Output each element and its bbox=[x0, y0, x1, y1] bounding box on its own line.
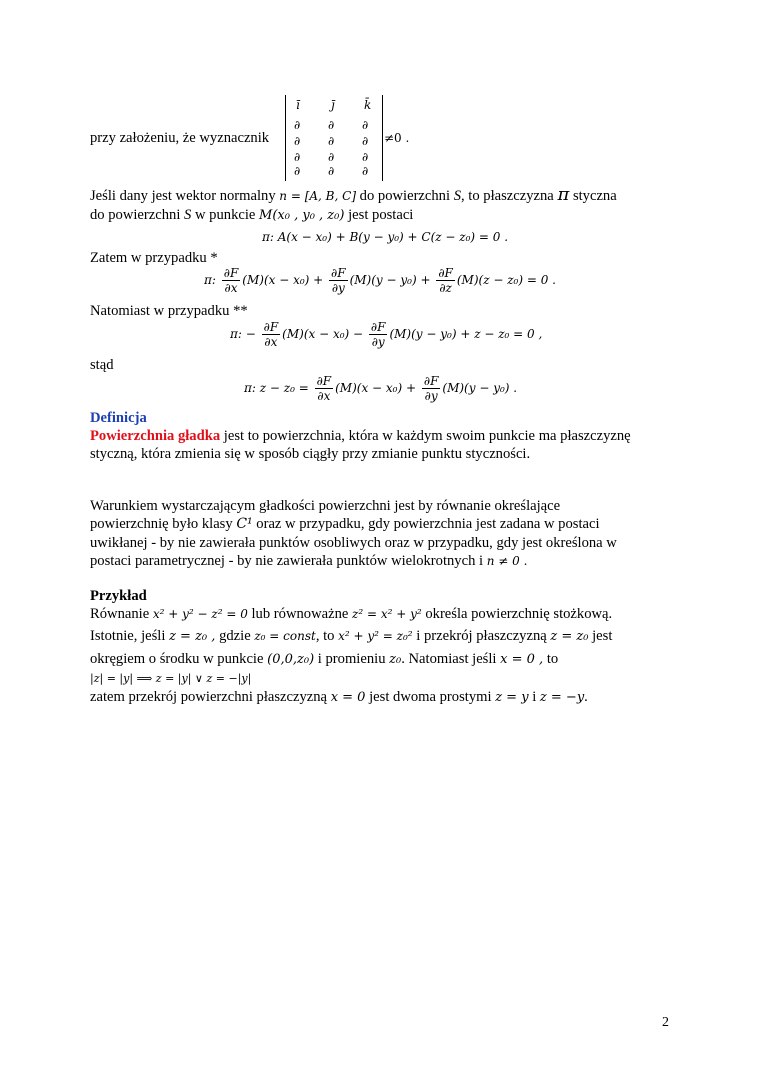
det-neq: ≠0 . bbox=[384, 131, 410, 145]
eq-prefix: π: bbox=[204, 273, 216, 287]
eq-part: (M)(x − x₀) + bbox=[242, 273, 324, 287]
math: z₀ bbox=[389, 652, 402, 667]
text: i promieniu bbox=[317, 651, 386, 667]
text: jest bbox=[592, 628, 613, 644]
example-line-1 bbox=[90, 606, 612, 623]
det-cell: ∂ bbox=[362, 134, 369, 148]
det-cell: ∂ bbox=[294, 134, 301, 148]
stad-text: stąd bbox=[90, 357, 114, 373]
det-cell: ∂ bbox=[294, 118, 301, 132]
text: Istotnie, jeśli bbox=[90, 628, 166, 644]
det-cell: ∂ bbox=[294, 164, 301, 178]
math: x = 0 , bbox=[500, 652, 544, 667]
det-cell: ∂ bbox=[328, 118, 335, 132]
eq-part: (M)(y − y₀) . bbox=[442, 381, 518, 395]
fraction: $\frac{\partial F}{\partial x}$ bbox=[263, 320, 279, 349]
example-line-5 bbox=[90, 689, 588, 706]
example-line-4: |z| = |y| ⟹ z = |y| ∨ z = −|y| bbox=[90, 672, 252, 685]
condition-line-4 bbox=[90, 553, 527, 570]
case2-label: Natomiast w przypadku ** bbox=[90, 303, 248, 319]
fraction: $\frac{\partial F}{\partial y}$ bbox=[370, 320, 386, 349]
det-cell: ∂ bbox=[328, 164, 335, 178]
math: z = z₀ bbox=[550, 629, 589, 644]
fraction: $\frac{\partial F}{\partial z}$ bbox=[438, 266, 453, 295]
text: jest to powierzchnia, która w każdym swoim punkcie ma płaszczyznę bbox=[220, 428, 631, 444]
text: zatem przekrój powierzchni płaszczyzną bbox=[90, 689, 328, 705]
equation-case1 bbox=[204, 266, 556, 295]
text: określa powierzchnię stożkową. bbox=[425, 606, 613, 622]
page-number: 2 bbox=[662, 1015, 669, 1030]
det-cell: ∂ bbox=[362, 150, 369, 164]
text: oraz w przypadku, gdy powierzchnia jest zadana w postaci bbox=[256, 516, 600, 532]
normal-line-1 bbox=[90, 186, 617, 205]
text: . bbox=[584, 689, 588, 705]
math: (0,0,z₀) bbox=[267, 652, 315, 667]
math: z = z₀ , bbox=[169, 629, 216, 644]
det-cell: ∂ bbox=[328, 150, 335, 164]
text: i przekrój płaszczyzną bbox=[416, 628, 547, 644]
case1-label: Zatem w przypadku * bbox=[90, 250, 218, 266]
fraction: $\frac{\partial F}{\partial x}$ bbox=[223, 266, 239, 295]
normal-line-2 bbox=[90, 207, 413, 224]
det-i: ī bbox=[296, 98, 300, 112]
eq-prefix: π: z − z₀ = bbox=[244, 381, 309, 395]
example-line-3 bbox=[90, 651, 558, 668]
det-cell: ∂ bbox=[294, 150, 301, 164]
text: do powierzchni bbox=[359, 188, 451, 204]
intro-text: przy założeniu, że wyznacznik bbox=[90, 130, 270, 146]
text: w punkcie bbox=[194, 207, 256, 223]
class-C1: C¹ bbox=[236, 516, 253, 532]
equation-result bbox=[244, 374, 517, 403]
eq-part: (M)(y − y₀) + z − z₀ = 0 , bbox=[389, 327, 543, 341]
det-cell: ∂ bbox=[328, 134, 335, 148]
definition-line-2: styczną, która zmienia się w sposób ciągły przy zmianie punktu styczności. bbox=[90, 446, 531, 462]
text: styczna bbox=[572, 188, 617, 204]
math: z = y bbox=[495, 690, 529, 705]
math: z² = x² + y² bbox=[352, 607, 422, 621]
intro-line bbox=[90, 130, 269, 147]
math: z₀ = const bbox=[254, 629, 316, 643]
condition-line-3: uwikłanej - by nie zawierała punktów osobliwych oraz w przypadku, gdy jest określona w bbox=[90, 535, 617, 551]
math: x² + y² − z² = 0 bbox=[152, 607, 248, 621]
eq-part: (M)(y − y₀) + bbox=[349, 273, 431, 287]
text: gdzie bbox=[219, 628, 251, 644]
text: , to płaszczyzna bbox=[460, 188, 554, 204]
normal-vector: n = [A, B, C] bbox=[279, 189, 356, 203]
fraction: $\frac{\partial F}{\partial x}$ bbox=[316, 374, 332, 403]
text: Równanie bbox=[90, 606, 150, 622]
eq-prefix: π: − bbox=[230, 327, 256, 341]
text: i bbox=[532, 689, 537, 705]
text: to bbox=[546, 651, 559, 667]
text: , to bbox=[315, 628, 335, 644]
text: okręgiem o środku w punkcie bbox=[90, 651, 264, 667]
tangent-plane-equation: π: A(x − x₀) + B(y − y₀) + C(z − z₀) = 0 . bbox=[262, 230, 509, 244]
example-line-2 bbox=[90, 628, 612, 645]
det-k: k̄ bbox=[364, 98, 372, 112]
text: postaci parametrycznej - by nie zawierała punktów wielokrotnych i bbox=[90, 553, 484, 569]
surface-S: S bbox=[184, 207, 192, 223]
math: z = −y bbox=[539, 690, 585, 705]
eq-part: (M)(x − x₀) + bbox=[335, 381, 417, 395]
math: x² + y² = z₀² bbox=[338, 629, 413, 643]
pi-symbol: π bbox=[557, 184, 570, 205]
text: . Natomiast jeśli bbox=[401, 651, 497, 667]
condition-line-2 bbox=[90, 516, 600, 533]
fraction: $\frac{\partial F}{\partial y}$ bbox=[331, 266, 346, 295]
n-neq-0: n ≠ 0 . bbox=[486, 554, 528, 568]
definition-line-1 bbox=[90, 428, 631, 445]
text: powierzchnię było klasy bbox=[90, 516, 233, 532]
fraction: $\frac{\partial F}{\partial y}$ bbox=[423, 374, 439, 403]
eq-part: (M)(z − z₀) = 0 . bbox=[456, 273, 556, 287]
text: Jeśli dany jest wektor normalny bbox=[90, 188, 276, 204]
eq-part: (M)(x − x₀) − bbox=[282, 327, 364, 341]
math: x = 0 bbox=[330, 690, 366, 705]
equation-case2 bbox=[230, 320, 542, 349]
det-j: j̄ bbox=[331, 98, 335, 112]
det-cell: ∂ bbox=[362, 118, 369, 132]
det-cell: ∂ bbox=[362, 164, 369, 178]
condition-line-1: Warunkiem wystarczającym gładkości powierzchni jest by równanie określające bbox=[90, 498, 561, 514]
example-heading: Przykład bbox=[90, 588, 147, 604]
text: do powierzchni bbox=[90, 207, 181, 223]
definition-heading: Definicja bbox=[90, 410, 147, 426]
text: jest dwoma prostymi bbox=[369, 689, 492, 705]
surface-S: S bbox=[453, 188, 461, 204]
text: lub równoważne bbox=[251, 606, 349, 622]
point-M: M(x₀ , y₀ , z₀) bbox=[259, 208, 345, 223]
definition-term: Powierzchnia gładka bbox=[90, 428, 221, 444]
text: jest postaci bbox=[348, 207, 414, 223]
